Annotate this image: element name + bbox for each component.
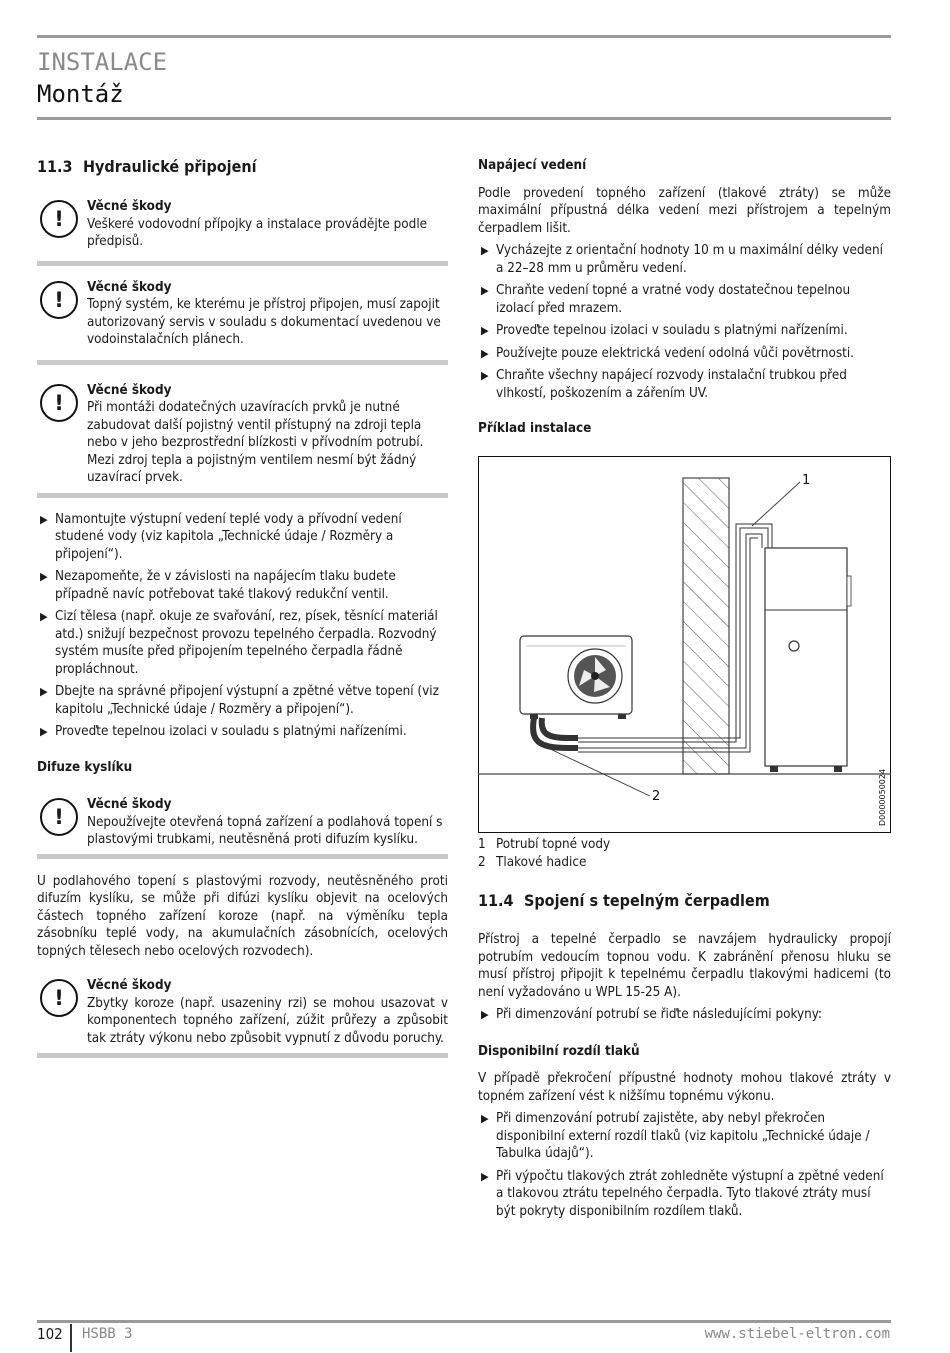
list-item: ▶ Používejte pouze elektrická vedení odolná vůči povětrnosti. <box>481 345 854 361</box>
warning-box <box>37 198 448 251</box>
paragraph: Přístroj a tepelné čerpadlo se navzájem hydraulicky propojí potrubím vedoucím topnou vodu. K zabránění přenosu hluku se musí přístroj připojit k tepelnému čerpadlu tlakovými hadicemi (to není vyžadováno u WPL 15-25 A). <box>478 932 891 1000</box>
heading-number: 11.4 <box>478 891 514 910</box>
list-item: ▶ Proveďte tepelnou izolaci v souladu s platnými nařízeními. <box>40 724 407 739</box>
figure-label-2: 2 <box>652 789 661 804</box>
bullet-triangle-icon: ▶ <box>481 346 489 360</box>
warning-title: Věcné škody <box>87 279 172 295</box>
bullet-triangle-icon: ▶ <box>481 324 489 337</box>
list-item: ▶ Dbejte na správné připojení výstupní a zpětné větve topení (viz kapitolu „Technické údaje / Rozměry a připojení“). <box>40 684 439 717</box>
bullet-triangle-icon: ▶ <box>481 244 489 257</box>
figure-code: D0000050024 <box>878 768 887 826</box>
warning-box <box>37 279 448 349</box>
section-heading-11-3 <box>37 157 448 177</box>
legend-item: 2 Tlakové hadice <box>478 854 587 870</box>
warning-box <box>37 977 448 1047</box>
top-rule <box>37 35 891 38</box>
warning-title: Věcné škody <box>87 382 172 398</box>
legend-item: 1 Potrubí topné vody <box>478 837 611 852</box>
warning-text: Při montáži dodatečných uzavíracích prvků je nutné zabudovat další pojistný ventil přístupný na zdroji tepla nebo v jeho bezprostřední blízkosti v přívodním potrubí. <box>87 400 424 450</box>
subheading-installation-example: Příklad instalace <box>478 421 592 436</box>
section-heading-11-4 <box>478 891 891 911</box>
list-item: ▶ Vycházejte z orientační hodnoty 10 m u maximální délky vedení a 22–28 mm u průměru vedení. <box>481 243 883 276</box>
warning-exclamation-icon: ! <box>40 281 78 319</box>
warning-box <box>37 796 448 849</box>
warning-title: Věcné škody <box>87 797 172 812</box>
bullet-triangle-icon: ▶ <box>481 284 489 297</box>
list-item: ▶ Proveďte tepelnou izolaci v souladu s platnými nařízeními. <box>481 323 848 338</box>
warning-text: Topný systém, ke kterému je přístroj připojen, musí zapojit autorizovaný servis v souladu s dokumentací uvedenou ve vodoinstalačních plánech. <box>87 297 441 347</box>
list-item: ▶ Nezapomeňte, že v závislosti na napájecím tlaku budete případně navíc potřebovat také tlakový redukční ventil. <box>40 569 396 602</box>
warning-text: Zbytky koroze (např. usazeniny rzi) se mohou usazovat v komponentech topného zařízení, zúžit průřezy a způsobit tak ztráty výkonu nebo způsobit vypnutí z důvodu poruchy. <box>87 995 448 1046</box>
heading-text: Hydraulické připojení <box>83 157 257 176</box>
warning-text: Veškeré vodovodní přípojky a instalace provádějte podle předpisů. <box>87 216 428 249</box>
list-item: ▶ Cizí tělesa (např. okuje ze svařování, rez, písek, těsnící materiál atd.) snižují bezpečnost provozu tepelného čerpadla. Rozvodný systém musíte před připojením tepelného čerpadla řádně propláchnout. <box>40 609 438 677</box>
bullet-triangle-icon: ▶ <box>481 1112 489 1125</box>
footer-separator <box>70 1324 72 1352</box>
bullet-triangle-icon: ▶ <box>40 610 48 623</box>
list-item: ▶ Chraňte vedení topné a vratné vody dostatečnou tepelnou izolací před mrazem. <box>481 283 851 316</box>
section-title: INSTALACE <box>37 48 168 76</box>
bullet-triangle-icon: ▶ <box>40 725 48 738</box>
subheading-power-lines: Napájecí vedení <box>478 158 587 173</box>
list-item: ▶ Při dimenzování potrubí se řiďte následujícími pokyny: <box>481 1007 822 1022</box>
left-column <box>37 157 448 1058</box>
list-item: ▶ Namontujte výstupní vedení teplé vody a přívodní vedení studené vody (viz kapitola „Technické údaje / Rozměry a připojení“). <box>40 511 402 562</box>
header-bottom-rule <box>37 117 891 120</box>
bullet-triangle-icon: ▶ <box>481 1169 489 1183</box>
paragraph: V případě překročení přípustné hodnoty mohou tlakové ztráty v topném zařízení vést k nižšímu topnému výkonu. <box>478 1071 891 1104</box>
warning-box <box>37 382 448 487</box>
warning-exclamation-icon: ! <box>40 798 78 836</box>
warning-title: Věcné škody <box>87 978 172 993</box>
page-number: 102 <box>37 1325 63 1343</box>
right-column-lower <box>478 836 891 1220</box>
warning-exclamation-icon: ! <box>40 384 78 422</box>
paragraph: Podle provedení topného zařízení (tlakové ztráty) se může maximální přípustná délka vedení mezi přístrojem a tepelným čerpadlem lišit. <box>478 185 891 236</box>
bullet-triangle-icon: ▶ <box>40 570 48 583</box>
bullet-triangle-icon: ▶ <box>481 369 489 382</box>
warning-text-2: Mezi zdroj tepla a pojistným ventilem nesmí být žádný uzavírací prvek. <box>87 452 417 485</box>
document-name: HSBB 3 <box>82 1326 133 1342</box>
warning-exclamation-icon: ! <box>40 979 78 1017</box>
list-item: ▶ Chraňte všechny napájecí rozvody instalační trubkou před vlhkostí, poškozením a zářením UV. <box>481 368 847 401</box>
warning-title: Věcné škody <box>87 199 172 214</box>
bullet-triangle-icon: ▶ <box>481 1008 489 1021</box>
list-item: ▶ Při výpočtu tlakových ztrát zohledněte výstupní a zpětné vedení a tlakovou ztrátu tepelného čerpadla. Tyto tlakové ztráty musí být pokryty disponibilním rozdílem tlaků. <box>481 1168 884 1219</box>
list-item: ▶ Při dimenzování potrubí zajistěte, aby nebyl překročen disponibilní externí rozdíl tlaků (viz kapitolu „Technické údaje / Tabulka údajů“). <box>481 1111 870 1161</box>
subheading-oxygen-diffusion: Difuze kyslíku <box>37 759 133 775</box>
installation-figure <box>478 456 891 833</box>
bullet-triangle-icon: ▶ <box>40 685 48 698</box>
warning-text: Nepoužívejte otevřená topná zařízení a podlahová topení s plastovými trubkami, neutěsněná proti difuzím kyslíku. <box>87 814 443 847</box>
heading-number: 11.3 <box>37 157 73 176</box>
paragraph: U podlahového topení s plastovými rozvody, neutěsněného proti difuzím kyslíku, se může při difúzi kyslíku objevit na ocelových částech topného zařízení koroze (např. na výměníku tepla zásobníku teplé vody, na akumulačních zásobnících, ocelových topných tělesech nebo ocelových rozvodech). <box>37 873 448 959</box>
website-url: www.stiebel-eltron.com <box>704 1326 890 1342</box>
bullet-triangle-icon: ▶ <box>40 512 48 526</box>
warning-divider <box>37 1053 448 1058</box>
page-title: Montáž <box>37 80 124 108</box>
subheading-available-pressure: Disponibilní rozdíl tlaků <box>478 1043 640 1059</box>
right-column <box>478 157 891 438</box>
footer-rule <box>37 1320 891 1323</box>
figure-label-1: 1 <box>802 473 811 488</box>
warning-exclamation-icon: ! <box>40 200 78 238</box>
heading-text: Spojení s tepelným čerpadlem <box>524 891 770 910</box>
